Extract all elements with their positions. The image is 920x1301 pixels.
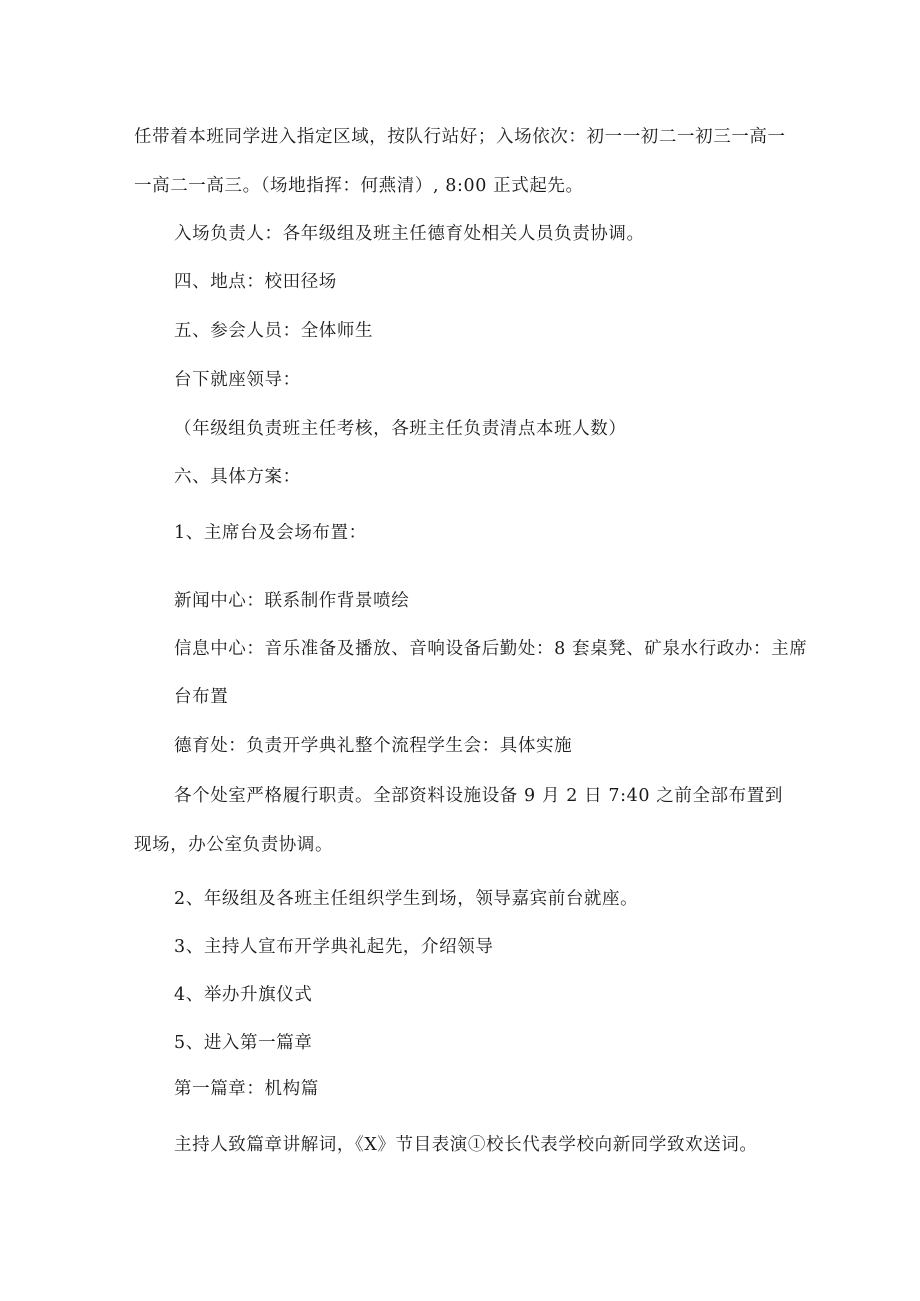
paragraph-line-leaders: 台下就座领导： — [174, 370, 301, 390]
section-heading-location: 四、地点：校田径场 — [174, 272, 337, 292]
paragraph-line-duties-cont: 现场，办公室负责协调。 — [134, 835, 334, 855]
paragraph-line-host: 主持人致篇章讲解词，《X》节目表演①校长代表学校向新同学致欢送词。 — [174, 1135, 758, 1155]
paragraph-line-moral: 德育处：负责开学典礼整个流程学生会：具体实施 — [174, 736, 573, 756]
section-heading-plan: 六、具体方案： — [174, 467, 301, 487]
paragraph-line-duties: 各个处室严格履行职责。全部资料设施设备 9 月 2 日 7:40 之前全部布置到 — [174, 786, 783, 806]
list-item-4: 4、举办升旗仪式 — [174, 985, 313, 1005]
paragraph-line-news: 新闻中心：联系制作背景喷绘 — [174, 591, 410, 611]
paragraph-line-info-cont: 台布置 — [174, 687, 229, 707]
paragraph-line-info: 信息中心：音乐准备及播放、音响设备后勤处：8 套桌凳、矿泉水行政办：主席 — [174, 639, 808, 659]
section-heading-attendees: 五、参会人员：全体师生 — [174, 321, 374, 341]
paragraph-line-3: 入场负责人：各年级组及班主任德育处相关人员负责协调。 — [174, 224, 645, 244]
list-item-2: 2、年级组及各班主任组织学生到场，领导嘉宾前台就座。 — [174, 889, 639, 909]
list-item-5: 5、进入第一篇章 — [174, 1033, 313, 1053]
paragraph-line-1: 任带着本班同学进入指定区域，按队行站好；入场依次：初一一初二一初三一高一 — [134, 127, 786, 147]
paragraph-line-note: （年级组负责班主任考核，各班主任负责清点本班人数） — [174, 419, 627, 439]
chapter-heading: 第一篇章：机构篇 — [174, 1079, 319, 1099]
paragraph-line-2: 一高二一高三。（场地指挥：何燕清）, 8:00 正式起先。 — [134, 176, 584, 196]
list-item-1: 1、主席台及会场布置： — [174, 523, 367, 543]
list-item-3: 3、主持人宣布开学典礼起先，介绍领导 — [174, 937, 494, 957]
